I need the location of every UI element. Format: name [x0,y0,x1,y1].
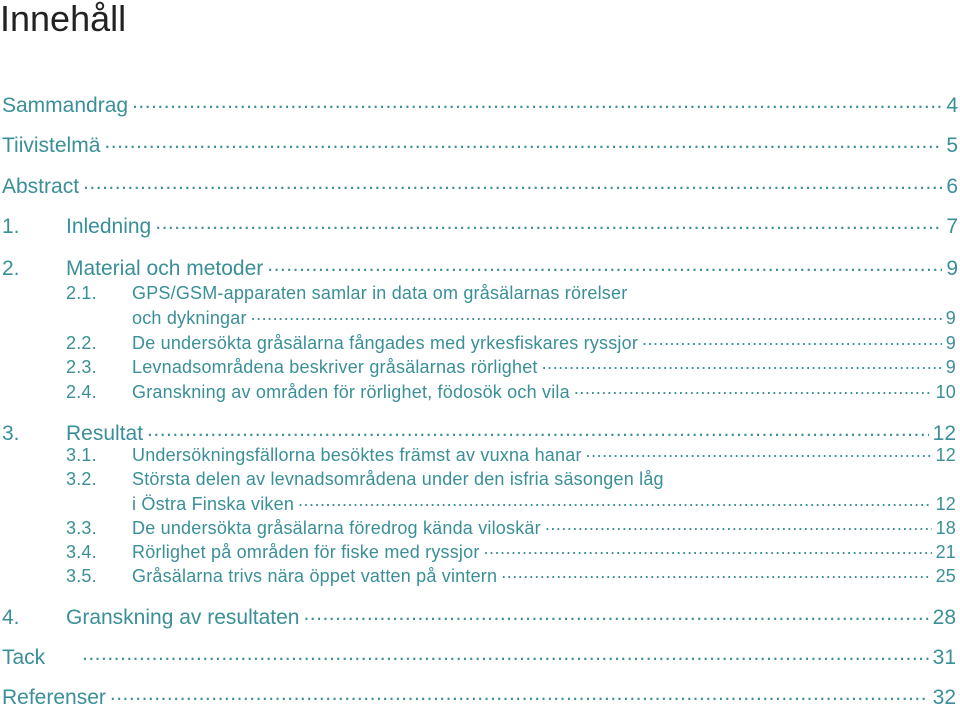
leader-dots [110,683,929,704]
toc-entry-number: 2.4. [66,382,97,402]
toc-entry-3-5[interactable] [66,564,956,588]
toc-entry-page: 9 [945,308,956,328]
toc-entry-number: 4. [2,606,20,629]
toc-entry-page: 21 [935,542,956,562]
leader-dots [545,516,932,534]
toc-entry-3-4[interactable] [66,540,956,564]
toc-entry-3-1[interactable] [66,443,956,467]
toc-entry-label: Granskning av områden för rörlighet, födosök och vila [132,382,570,402]
leader-dots [83,172,942,193]
leader-dots [82,643,929,664]
toc-entry-page: 9 [945,357,956,377]
leader-dots [642,331,942,349]
toc-entry-label: Undersökningsfällorna besöktes främst av vuxna hanar [132,445,582,465]
toc-entry-label: GPS/GSM-apparaten samlar in data om gråsälarnas rörelser [132,283,628,303]
toc-entry-page: 5 [946,134,958,157]
toc-entry-label: Tiivistelmä [2,134,101,157]
toc-entry-number: 3. [2,422,20,445]
toc-entry-tiivistelma[interactable] [2,131,958,158]
toc-entry-label: Resultat [66,422,144,445]
leader-dots [298,492,932,510]
toc-entry-page: 10 [935,382,956,402]
page-title: Innehåll [0,0,127,39]
leader-dots [501,564,931,582]
toc-entry-page: 12 [935,445,956,465]
toc-entry-page: 6 [946,175,958,198]
toc-entry-3-2-line2[interactable] [132,492,956,516]
toc-entry-label: Största delen av levnadsområdena under den isfria säsongen låg [132,469,664,489]
toc-entry-label: Material och metoder [66,257,264,280]
leader-dots [155,212,942,233]
toc-entry-page: 12 [932,422,956,445]
toc-entry-number: 3.1. [66,445,97,465]
toc-entry-number: 2.3. [66,357,97,377]
toc-entry-label-continued: och dykningar [132,308,247,328]
toc-entry-3-3[interactable] [66,516,956,540]
toc-entry-number: 3.5. [66,566,97,586]
toc-entry-label: Rörlighet på områden för fiske med ryssjor [132,542,480,562]
toc-entry-page: 12 [935,494,956,514]
toc-entry-label: Inledning [66,215,152,238]
toc-entry-label: Tack [2,646,46,669]
toc-entry-sammandrag[interactable] [2,91,958,118]
toc-entry-2-3[interactable] [66,355,956,379]
toc-entry-material[interactable] [2,254,958,281]
toc-entry-label: Referenser [2,686,106,709]
toc-entry-label: Granskning av resultaten [66,606,300,629]
toc-entry-referenser[interactable] [2,683,956,710]
leader-dots [104,131,942,152]
toc-entry-abstract[interactable] [2,172,958,199]
leader-dots [574,380,932,398]
toc-entry-page: 18 [935,518,956,538]
toc-entry-page: 9 [945,333,956,353]
leader-dots [303,603,928,624]
toc-entry-2-4[interactable] [66,380,956,404]
toc-entry-label: Abstract [2,175,80,198]
toc-entry-label-continued: i Östra Finska viken [132,494,295,514]
toc-entry-label: De undersökta gråsälarna föredrog kända viloskär [132,518,541,538]
toc-entry-label: De undersökta gråsälarna fångades med yrkesfiskares ryssjor [132,333,639,353]
leader-dots [132,91,942,112]
leader-dots [542,355,942,373]
toc-entry-2-2[interactable] [66,331,956,355]
toc-entry-number: 3.2. [66,469,97,489]
toc-entry-granskning[interactable] [2,603,956,630]
toc-entry-page: 28 [932,606,956,629]
leader-dots [586,443,932,461]
toc-entry-3-2-line1[interactable] [66,467,664,491]
toc-entry-number: 3.4. [66,542,97,562]
toc-entry-page: 25 [935,566,956,586]
toc-entry-number: 2.1. [66,283,97,303]
toc-entry-resultat[interactable] [2,419,956,446]
toc-entry-label: Sammandrag [2,94,129,117]
toc-entry-2-1-line2[interactable] [132,306,956,330]
toc-entry-inledning[interactable] [2,212,958,239]
toc-entry-label: Gråsälarna trivs nära öppet vatten på vintern [132,566,498,586]
toc-entry-page: 9 [946,257,958,280]
leader-dots [484,540,932,558]
toc-entry-page: 32 [932,686,956,709]
toc-entry-number: 2. [2,257,20,280]
toc-entry-2-1-line1[interactable] [66,281,627,305]
leader-dots [267,254,942,275]
leader-dots [147,419,929,440]
toc-entry-page: 4 [946,94,958,117]
toc-entry-number: 3.3. [66,518,97,538]
toc-entry-tack[interactable] [2,643,956,670]
toc-entry-label: Levnadsområdena beskriver gråsälarnas rörlighet [132,357,538,377]
toc-entry-number: 2.2. [66,333,97,353]
leader-dots [251,306,942,324]
toc-entry-number: 1. [2,215,20,238]
toc-entry-page: 7 [946,215,958,238]
toc-entry-page: 31 [932,646,956,669]
